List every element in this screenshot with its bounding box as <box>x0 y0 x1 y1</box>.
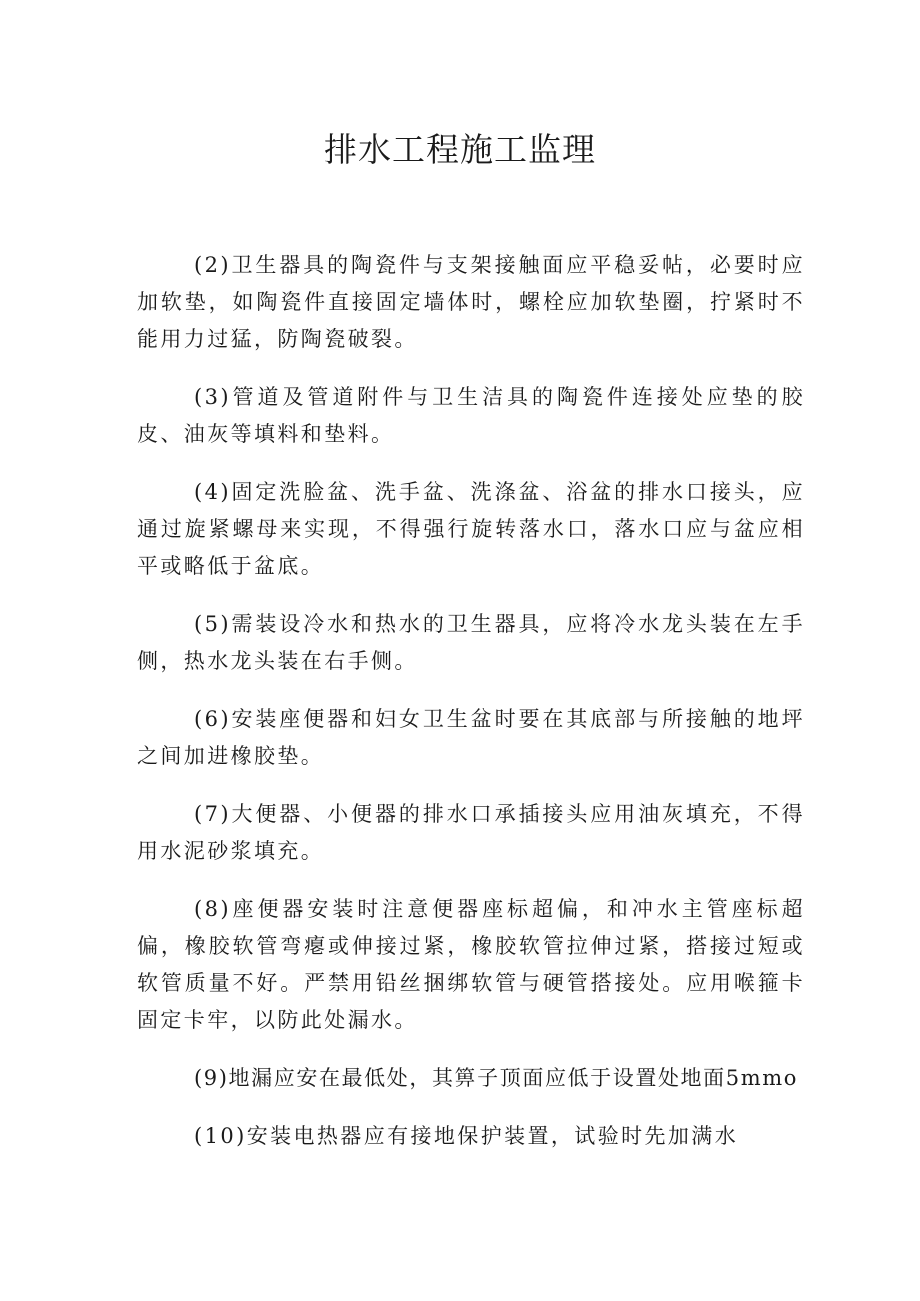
paragraph-4: (4)固定洗脸盆、洗手盆、洗涤盆、浴盆的排水口接头，应通过旋紧螺母来实现，不得强行旋转落水口，落水口应与盆应相平或略低于盆底。 <box>137 480 805 578</box>
paragraph-6: (6)安装座便器和妇女卫生盆时要在其底部与所接触的地坪之间加进橡胶垫。 <box>137 707 805 768</box>
document-body <box>137 247 805 1176</box>
paragraph-5: (5)需装设冷水和热水的卫生器具，应将冷水龙头装在左手侧，热水龙头装在右手侧。 <box>137 612 805 673</box>
paragraph-8: (8)座便器安装时注意便器座标超偏，和冲水主管座标超偏，橡胶软管弯瘪或伸接过紧，橡胶软管拉伸过紧，搭接过短或软管质量不好。严禁用铅丝捆绑软管与硬管搭接处。应用喉箍卡固定卡牢，以防此处漏水。 <box>137 897 805 1032</box>
paragraph-3: (3)管道及管道附件与卫生洁具的陶瓷件连接处应垫的胶皮、油灰等填料和垫料。 <box>137 385 805 446</box>
paragraph-9: (9)地漏应安在最低处，其箅子顶面应低于设置处地面5mmo <box>194 1066 798 1090</box>
paragraph-7: (7)大便器、小便器的排水口承插接头应用油灰填充，不得用水泥砂浆填充。 <box>137 802 805 863</box>
paragraph-10: (10)安装电热器应有接地保护装置，试验时先加满水 <box>194 1124 739 1148</box>
document-title: 排水工程施工监理 <box>324 130 596 169</box>
paragraph-2: (2)卫生器具的陶瓷件与支架接触面应平稳妥帖，必要时应加软垫，如陶瓷件直接固定墙体时，螺栓应加软垫圈，拧紧时不能用力过猛，防陶瓷破裂。 <box>137 253 805 351</box>
